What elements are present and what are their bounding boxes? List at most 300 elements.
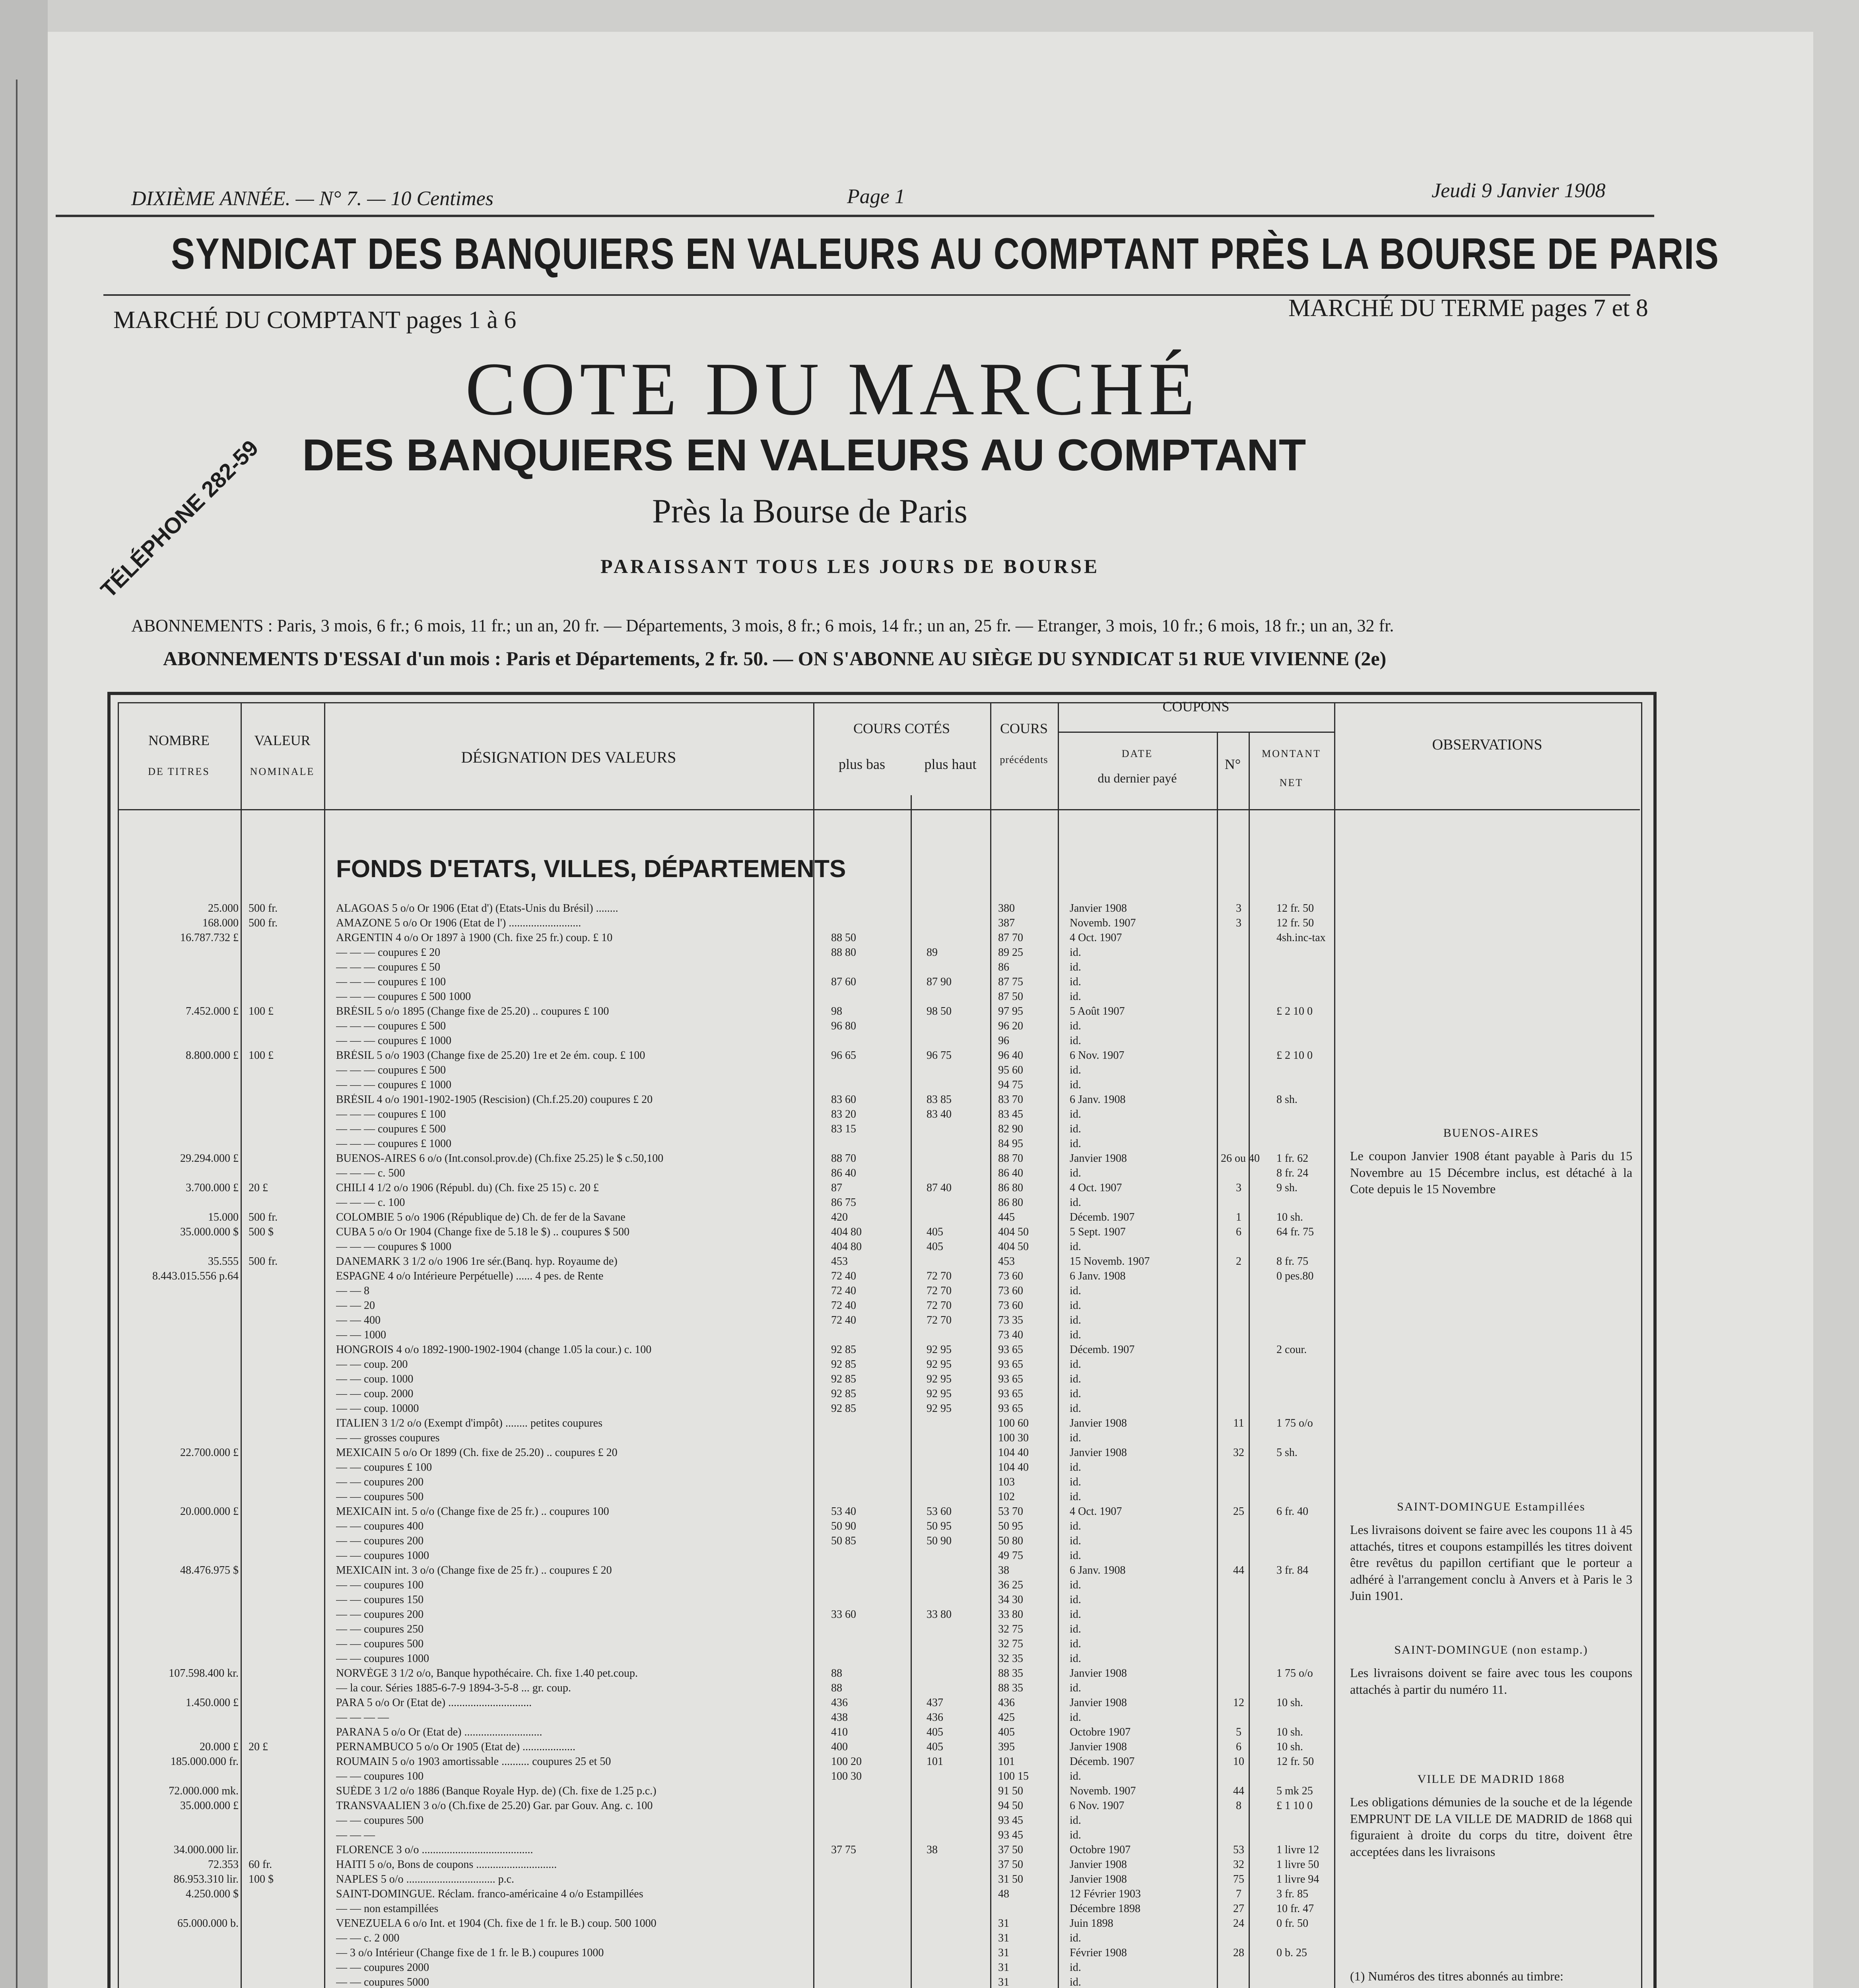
cell-date: Novemb. 1907 xyxy=(1070,1785,1136,1797)
cell-date: Janvier 1908 xyxy=(1070,1741,1127,1753)
cell-date: 6 Nov. 1907 xyxy=(1070,1050,1125,1062)
cell-no: 3 xyxy=(1236,902,1241,914)
cell-no: 32 xyxy=(1233,1858,1244,1871)
cell-nb: 16.787.732 £ xyxy=(180,932,239,944)
cell-bas: 72 40 xyxy=(831,1299,856,1312)
cell-ds: ESPAGNE 4 o/o Intérieure Perpétuelle) ...... 4 pes. de Rente xyxy=(336,1270,604,1282)
cell-prec: 101 xyxy=(998,1755,1015,1768)
cell-date: id. xyxy=(1070,1829,1081,1841)
cell-bas: 88 xyxy=(831,1682,842,1694)
cell-haut: 89 xyxy=(927,946,938,959)
table-header-rule xyxy=(118,809,1640,810)
cell-date: Janvier 1908 xyxy=(1070,903,1127,914)
cell-mt: 3 fr. 85 xyxy=(1276,1888,1309,1900)
cell-date: id. xyxy=(1070,1579,1081,1591)
cell-date: Octobre 1907 xyxy=(1070,1726,1131,1738)
cell-haut: 53 60 xyxy=(927,1505,952,1518)
cell-nb: 22.700.000 £ xyxy=(180,1446,239,1459)
cell-ds: — — — coupures £ 100 xyxy=(336,1109,446,1120)
cell-mt: 1 livre 94 xyxy=(1276,1873,1319,1885)
cell-ds: HAITI 5 o/o, Bons de coupons ............................. xyxy=(336,1859,557,1871)
cell-prec: 86 80 xyxy=(998,1196,1023,1209)
cell-bas: 72 40 xyxy=(831,1314,856,1326)
cell-ds: CUBA 5 o/o Or 1904 (Change fixe de 5.18 le $) .. coupures $ 500 xyxy=(336,1226,629,1238)
cell-date: id. xyxy=(1070,1462,1081,1474)
col-precedents: précédents xyxy=(1000,754,1048,765)
cell-no: 44 xyxy=(1233,1564,1244,1576)
cell-prec: 86 40 xyxy=(998,1167,1023,1179)
cell-prec: 48 xyxy=(998,1888,1009,1900)
cell-prec: 94 75 xyxy=(998,1079,1023,1091)
page-number: Page 1 xyxy=(847,185,905,208)
cell-ds: — — coupures £ 100 xyxy=(336,1462,432,1474)
cell-mt: 6 fr. 40 xyxy=(1276,1506,1309,1518)
cell-ds: — — coupures 500 xyxy=(336,1638,424,1650)
cell-vn: 500 $ xyxy=(249,1226,274,1238)
cell-nb: 3.700.000 £ xyxy=(186,1182,239,1194)
cell-prec: 387 xyxy=(998,917,1015,929)
cell-prec: 73 40 xyxy=(998,1329,1023,1341)
cell-no: 1 xyxy=(1236,1211,1241,1223)
cell-date: id. xyxy=(1070,1197,1081,1209)
cell-vn: 20 £ xyxy=(249,1741,268,1753)
cell-nb: 8.443.015.556 p.64 xyxy=(152,1270,239,1282)
cell-mt: 10 sh. xyxy=(1276,1726,1303,1738)
page-title: COTE DU MARCHÉ xyxy=(465,348,1200,431)
cell-date: Janvier 1908 xyxy=(1070,1153,1127,1165)
cell-nb: 29.294.000 £ xyxy=(180,1152,239,1165)
cell-ds: — — coupures 500 xyxy=(336,1815,424,1827)
cell-mt: 10 sh. xyxy=(1276,1697,1303,1709)
cell-bas: 438 xyxy=(831,1711,848,1724)
cell-haut: 436 xyxy=(927,1711,943,1724)
cell-bas: 83 60 xyxy=(831,1093,856,1106)
cell-ds: — — 1000 xyxy=(336,1329,386,1341)
cell-prec: 36 25 xyxy=(998,1579,1023,1591)
cell-date: Décemb. 1907 xyxy=(1070,1211,1135,1223)
cell-mt: 2 cour. xyxy=(1276,1344,1307,1356)
cell-ds: — — coupures 150 xyxy=(336,1594,424,1606)
cell-mt: 9 sh. xyxy=(1276,1182,1298,1194)
obs-madrid-title: VILLE DE MADRID 1868 xyxy=(1417,1773,1565,1786)
cell-ds: — 3 o/o Intérieur (Change fixe de 1 fr. le B.) coupures 1000 xyxy=(336,1947,604,1959)
cell-date: id. xyxy=(1070,1682,1081,1694)
cell-ds: ROUMAIN 5 o/o 1903 amortissable .......... coupures 25 et 50 xyxy=(336,1756,611,1768)
cell-ds: — — — coupures £ 500 xyxy=(336,1064,446,1076)
cell-date: Novemb. 1907 xyxy=(1070,917,1136,929)
cell-haut: 50 90 xyxy=(927,1535,952,1547)
cell-nb: 34.000.000 lir. xyxy=(173,1844,239,1856)
cell-date: id. xyxy=(1070,1638,1081,1650)
telephone-stamp: TÉLÉPHONE 282-59 xyxy=(95,435,263,603)
cell-no: 2 xyxy=(1236,1255,1241,1268)
cell-ds: VENEZUELA 6 o/o Int. et 1904 (Ch. fixe de 1 fr. le B.) coup. 500 1000 xyxy=(336,1918,657,1930)
cell-prec: 93 45 xyxy=(998,1814,1023,1827)
cell-date: Janvier 1908 xyxy=(1070,1859,1127,1871)
cell-prec: 86 xyxy=(998,961,1009,973)
obs-madrid-text: Les obligations démunies de la souche et de la légende EMPRUNT DE LA VILLE DE MADRID de 1868 qui figuraient à droite du corps du titre, doivent être acceptées dans les livraisons xyxy=(1350,1795,1632,1859)
cell-ds: — — — coupures £ 1000 xyxy=(336,1035,452,1047)
cell-mt: 1 75 o/o xyxy=(1276,1668,1313,1679)
cell-prec: 31 50 xyxy=(998,1873,1023,1885)
col-numero: N° xyxy=(1224,756,1241,772)
cell-bas: 83 15 xyxy=(831,1123,856,1135)
cell-no: 53 xyxy=(1233,1844,1244,1856)
cell-ds: MEXICAIN int. 3 o/o (Change fixe de 25 fr.) .. coupures £ 20 xyxy=(336,1565,612,1576)
cell-date: 6 Janv. 1908 xyxy=(1070,1270,1126,1282)
col-date: DATE xyxy=(1121,748,1153,759)
cell-nb: 4.250.000 $ xyxy=(186,1888,239,1900)
cell-bas: 37 75 xyxy=(831,1844,856,1856)
cell-ds: — — coupures 500 xyxy=(336,1491,424,1503)
cell-no: 27 xyxy=(1233,1903,1244,1915)
cell-haut: 72 70 xyxy=(927,1299,952,1312)
cell-bas: 404 80 xyxy=(831,1226,862,1238)
cell-no: 32 xyxy=(1233,1446,1244,1459)
col-nombre: NOMBRE xyxy=(148,732,210,748)
cell-mt: 5 sh. xyxy=(1276,1447,1298,1459)
cell-prec: 89 25 xyxy=(998,946,1023,959)
cell-date: id. xyxy=(1070,1123,1081,1135)
cell-no: 7 xyxy=(1236,1888,1241,1900)
cell-no: 44 xyxy=(1233,1785,1244,1797)
cell-haut: 72 70 xyxy=(927,1285,952,1297)
cell-bas: 88 50 xyxy=(831,932,856,944)
cell-ds: — — non estampillées xyxy=(336,1903,439,1915)
cell-ds: — — — coupures £ 500 1000 xyxy=(336,991,471,1003)
cell-vn: 100 $ xyxy=(249,1873,274,1885)
cell-haut: 96 75 xyxy=(927,1049,952,1062)
cell-bas: 92 85 xyxy=(831,1402,856,1415)
cell-ds: — — 400 xyxy=(336,1314,381,1326)
cell-haut: 92 95 xyxy=(927,1373,952,1385)
cell-mt: 1 livre 50 xyxy=(1276,1859,1319,1871)
cell-date: 5 Août 1907 xyxy=(1070,1006,1125,1017)
cell-date: id. xyxy=(1070,1594,1081,1606)
cell-vn: 500 fr. xyxy=(249,917,278,929)
cell-prec: 73 60 xyxy=(998,1285,1023,1297)
cell-vn: 100 £ xyxy=(249,1049,274,1062)
cell-bas: 92 85 xyxy=(831,1343,856,1356)
cell-no: 11 xyxy=(1233,1417,1244,1429)
cell-haut: 92 95 xyxy=(927,1358,952,1371)
cell-prec: 93 65 xyxy=(998,1373,1023,1385)
cell-date: id. xyxy=(1070,1932,1081,1944)
cell-prec: 38 xyxy=(998,1564,1009,1576)
cell-date: id. xyxy=(1070,1712,1081,1724)
col-divider xyxy=(324,702,325,1988)
cell-bas: 88 xyxy=(831,1667,842,1679)
col-cours: COURS xyxy=(1000,720,1048,736)
cell-prec: 100 15 xyxy=(998,1770,1029,1782)
cell-date: id. xyxy=(1070,1623,1081,1635)
abonnements-line: ABONNEMENTS : Paris, 3 mois, 6 fr.; 6 mois, 11 fr.; un an, 20 fr. — Départements, 3 mois, 8 fr.; 6 mois, 14 fr.; un an, 25 fr. — Etranger, 3 mois, 10 fr.; 6 mois, 18 fr.; un an, 32 fr. xyxy=(131,616,1394,635)
cell-mt: 4sh.inc-tax xyxy=(1276,932,1326,944)
cell-prec: 88 35 xyxy=(998,1667,1023,1679)
cell-ds: — — — xyxy=(336,1829,375,1841)
cell-ds: DANEMARK 3 1/2 o/o 1906 1re sér.(Banq. hyp. Royaume de) xyxy=(336,1256,618,1268)
cell-mt: 8 fr. 75 xyxy=(1276,1256,1309,1268)
cell-bas: 33 60 xyxy=(831,1608,856,1621)
cell-ds: CHILI 4 1/2 o/o 1906 (Républ. du) (Ch. fixe 25 15) c. 20 £ xyxy=(336,1182,599,1194)
cell-no: 6 xyxy=(1236,1226,1241,1238)
cell-prec: 425 xyxy=(998,1711,1015,1724)
cell-prec: 31 xyxy=(998,1917,1009,1930)
cell-haut: 72 70 xyxy=(927,1270,952,1282)
cell-bas: 436 xyxy=(831,1697,848,1709)
cell-no: 12 xyxy=(1233,1697,1244,1709)
cell-bas: 72 40 xyxy=(831,1285,856,1297)
cell-bas: 400 xyxy=(831,1741,848,1753)
cell-date: id. xyxy=(1070,1285,1081,1297)
cell-ds: — — — — xyxy=(336,1712,389,1724)
cell-prec: 49 75 xyxy=(998,1549,1023,1562)
cell-ds: — — coup. 10000 xyxy=(336,1403,419,1415)
col-divider xyxy=(1217,732,1218,1988)
cell-nb: 168.000 xyxy=(202,917,239,929)
cell-date: 4 Oct. 1907 xyxy=(1070,1182,1122,1194)
cell-mt: 0 fr. 50 xyxy=(1276,1918,1309,1930)
cell-ds: FLORENCE 3 o/o ........................................ xyxy=(336,1844,533,1856)
obs-buenos-title: BUENOS-AIRES xyxy=(1443,1126,1539,1140)
coupons-header-rule xyxy=(1058,732,1334,733)
cell-mt: 12 fr. 50 xyxy=(1276,903,1314,914)
cell-ds: — — coupures 2000 xyxy=(336,1962,429,1974)
col-valeur: VALEUR xyxy=(254,732,311,748)
cell-nb: 72.000.000 mk. xyxy=(169,1785,239,1797)
cell-haut: 83 85 xyxy=(927,1093,952,1106)
cell-ds: — — 20 xyxy=(336,1300,375,1312)
cell-bas: 92 85 xyxy=(831,1358,856,1371)
cell-bas: 50 85 xyxy=(831,1535,856,1547)
cell-ds: MEXICAIN 5 o/o Or 1899 (Ch. fixe de 25.20) .. coupures £ 20 xyxy=(336,1447,618,1459)
cell-ds: PERNAMBUCO 5 o/o Or 1905 (Etat de) ................... xyxy=(336,1741,575,1753)
cell-date: id. xyxy=(1070,1329,1081,1341)
cell-date: id. xyxy=(1070,976,1081,988)
cell-bas: 88 80 xyxy=(831,946,856,959)
cell-mt: 10 sh. xyxy=(1276,1741,1303,1753)
cell-date: id. xyxy=(1070,1550,1081,1562)
syndicat-banner: SYNDICAT DES BANQUIERS EN VALEURS AU COMPTANT PRÈS LA BOURSE DE PARIS xyxy=(171,229,1719,278)
cell-mt: 10 sh. xyxy=(1276,1211,1303,1223)
cell-ds: — — coupures 200 xyxy=(336,1609,424,1621)
cell-nb: 185.000.000 fr. xyxy=(170,1755,239,1768)
col-designation: DÉSIGNATION DES VALEURS xyxy=(461,748,676,766)
cell-mt: 8 sh. xyxy=(1276,1094,1298,1106)
cell-date: Juin 1898 xyxy=(1070,1918,1113,1930)
cell-haut: 38 xyxy=(927,1844,938,1856)
paraissant-line: PARAISSANT TOUS LES JOURS DE BOURSE xyxy=(600,555,1100,577)
cell-bas: 50 90 xyxy=(831,1520,856,1532)
cell-prec: 97 95 xyxy=(998,1005,1023,1017)
cell-date: 4 Oct. 1907 xyxy=(1070,932,1122,944)
cell-bas: 453 xyxy=(831,1255,848,1268)
cell-no: 26 ou 40 xyxy=(1221,1152,1260,1165)
cell-prec: 93 65 xyxy=(998,1343,1023,1356)
cell-date: id. xyxy=(1070,1653,1081,1665)
cell-no: 24 xyxy=(1233,1917,1244,1930)
cell-nb: 8.800.000 £ xyxy=(186,1049,239,1062)
cell-no: 6 xyxy=(1236,1741,1241,1753)
cell-ds: HONGROIS 4 o/o 1892-1900-1902-1904 (change 1.05 la cour.) c. 100 xyxy=(336,1344,652,1356)
cell-bas: 404 80 xyxy=(831,1241,862,1253)
cell-ds: SAINT-DOMINGUE. Réclam. franco-américaine 4 o/o Estampillées xyxy=(336,1888,643,1900)
cell-haut: 87 40 xyxy=(927,1182,952,1194)
cell-prec: 88 70 xyxy=(998,1152,1023,1165)
cell-no: 10 xyxy=(1233,1755,1244,1768)
cell-prec: 96 20 xyxy=(998,1020,1023,1032)
cell-ds: — — c. 2 000 xyxy=(336,1932,400,1944)
cell-date: Octobre 1907 xyxy=(1070,1844,1131,1856)
col-montant: MONTANT xyxy=(1262,748,1321,759)
cell-ds: — — grosses coupures xyxy=(336,1432,440,1444)
cell-prec: 37 50 xyxy=(998,1858,1023,1871)
cell-prec: 32 75 xyxy=(998,1638,1023,1650)
cell-date: id. xyxy=(1070,1359,1081,1371)
cell-ds: — — coupures 1000 xyxy=(336,1653,429,1665)
cell-prec: 83 70 xyxy=(998,1093,1023,1106)
abonnement-essai-line: ABONNEMENTS D'ESSAI d'un mois : Paris et Départements, 2 fr. 50. — ON S'ABONNE AU SIÈGE DU SYNDICAT 51 RUE VIVIENNE (2e) xyxy=(163,647,1387,670)
cell-date: id. xyxy=(1070,1771,1081,1782)
cell-prec: 87 75 xyxy=(998,976,1023,988)
cell-date: 12 Février 1903 xyxy=(1070,1888,1141,1900)
cell-date: Janvier 1908 xyxy=(1070,1873,1127,1885)
cell-nb: 20.000 £ xyxy=(200,1741,239,1753)
page-subtitle: DES BANQUIERS EN VALEURS AU COMPTANT xyxy=(302,430,1306,480)
cell-prec: 32 35 xyxy=(998,1652,1023,1665)
cell-nb: 65.000.000 b. xyxy=(177,1917,239,1930)
marche-terme-label: MARCHÉ DU TERME pages 7 et 8 xyxy=(1288,295,1648,322)
col-nominale: NOMINALE xyxy=(250,766,315,777)
cell-vn: 60 fr. xyxy=(249,1858,272,1871)
cell-haut: 405 xyxy=(927,1741,943,1753)
cell-prec: 37 50 xyxy=(998,1844,1023,1856)
cell-no: 3 xyxy=(1236,1182,1241,1194)
cell-prec: 104 40 xyxy=(998,1446,1029,1459)
col-observations: OBSERVATIONS xyxy=(1432,736,1542,753)
cell-prec: 87 50 xyxy=(998,990,1023,1003)
cell-date: id. xyxy=(1070,1064,1081,1076)
cell-mt: £ 2 10 0 xyxy=(1276,1006,1313,1017)
col-dernier-paye: du dernier payé xyxy=(1098,771,1177,785)
cell-ds: — — coupures 400 xyxy=(336,1520,424,1532)
cell-date: Février 1908 xyxy=(1070,1947,1127,1959)
cell-date: Janvier 1908 xyxy=(1070,1417,1127,1429)
cell-prec: 100 30 xyxy=(998,1432,1029,1444)
cell-ds: — — 8 xyxy=(336,1285,369,1297)
cell-prec: 93 45 xyxy=(998,1829,1023,1841)
cell-ds: — — coupures 200 xyxy=(336,1476,424,1488)
col-plus-bas: plus bas xyxy=(839,756,885,772)
cell-haut: 437 xyxy=(927,1697,943,1709)
cell-bas: 87 xyxy=(831,1182,842,1194)
cell-ds: COLOMBIE 5 o/o 1906 (République de) Ch. de fer de la Savane xyxy=(336,1211,625,1223)
pres-bourse: Près la Bourse de Paris xyxy=(652,492,967,530)
cell-date: id. xyxy=(1070,1815,1081,1827)
cell-ds: BRÉSIL 4 o/o 1901-1902-1905 (Rescision) (Ch.f.25.20) coupures £ 20 xyxy=(336,1094,653,1106)
header-rule xyxy=(56,215,1654,217)
cell-vn: 20 £ xyxy=(249,1182,268,1194)
obs-stdomingue2-title: SAINT-DOMINGUE (non estamp.) xyxy=(1394,1643,1588,1656)
cell-nb: 107.598.400 kr. xyxy=(169,1667,239,1679)
cell-nb: 86.953.310 lir. xyxy=(173,1873,239,1885)
cell-ds: BUENOS-AIRES 6 o/o (Int.consol.prov.de) (Ch.fixe 25.25) le $ c.50,100 xyxy=(336,1153,664,1165)
cell-prec: 83 45 xyxy=(998,1108,1023,1120)
cell-bas: 86 40 xyxy=(831,1167,856,1179)
cell-ds: — la cour. Séries 1885-6-7-9 1894-3-5-8 ... gr. coup. xyxy=(336,1682,571,1694)
cell-ds: — — — coupures £ 1000 xyxy=(336,1138,452,1150)
cell-haut: 50 95 xyxy=(927,1520,952,1532)
cell-vn: 500 fr. xyxy=(249,1211,278,1223)
cell-ds: TRANSVAALIEN 3 o/o (Ch.fixe de 25.20) Gar. par Gouv. Ang. c. 100 xyxy=(336,1800,653,1812)
cell-vn: 500 fr. xyxy=(249,1255,278,1268)
cell-nb: 35.000.000 £ xyxy=(180,1800,239,1812)
cell-ds: NORVÈGE 3 1/2 o/o, Banque hypothécaire. Ch. fixe 1.40 pet.coup. xyxy=(336,1668,638,1679)
obs-stdomingue1-text: Les livraisons doivent se faire avec les coupons 11 à 45 attachés, titres et coupons estampillés les titres doivent être revêtus du papillon certifiant que le porteur a adhéré à l'arrangement conclu à Anvers et à Paris le 3 Juin 1901. xyxy=(1350,1522,1632,1603)
cell-prec: 53 70 xyxy=(998,1505,1023,1518)
cell-no: 8 xyxy=(1236,1800,1241,1812)
cell-date: id. xyxy=(1070,947,1081,959)
cell-date: id. xyxy=(1070,961,1081,973)
cell-bas: 98 xyxy=(831,1005,842,1017)
cell-ds: PARA 5 o/o Or (Etat de) .............................. xyxy=(336,1697,532,1709)
cell-date: id. xyxy=(1070,1520,1081,1532)
cell-prec: 33 80 xyxy=(998,1608,1023,1621)
cell-prec: 31 xyxy=(998,1976,1009,1988)
cell-no: 3 xyxy=(1236,917,1241,929)
obs-numeros-title: (1) Numéros des titres abonnés au timbre: xyxy=(1350,1969,1564,1983)
cell-haut: 405 xyxy=(927,1241,943,1253)
cell-prec: 380 xyxy=(998,902,1015,914)
cell-ds: NAPLES 5 o/o ................................ p.c. xyxy=(336,1873,514,1885)
cell-ds: — — coupures 100 xyxy=(336,1771,424,1782)
cell-prec: 445 xyxy=(998,1211,1015,1223)
cell-mt: 0 b. 25 xyxy=(1276,1947,1307,1959)
cell-nb: 20.000.000 £ xyxy=(180,1505,239,1518)
cell-prec: 73 60 xyxy=(998,1270,1023,1282)
cell-prec: 31 xyxy=(998,1932,1009,1944)
cell-date: id. xyxy=(1070,1432,1081,1444)
cell-date: 6 Nov. 1907 xyxy=(1070,1800,1125,1812)
col-divider xyxy=(813,702,814,1988)
cell-date: id. xyxy=(1070,1109,1081,1120)
cell-date: 15 Novemb. 1907 xyxy=(1070,1256,1150,1268)
cell-nb: 48.476.975 $ xyxy=(180,1564,239,1576)
cell-ds: — — — coupures £ 500 xyxy=(336,1020,446,1032)
cell-prec: 93 65 xyxy=(998,1358,1023,1371)
col-coupons: COUPONS xyxy=(1162,699,1230,714)
cell-mt: 1 livre 12 xyxy=(1276,1844,1319,1856)
cell-ds: — — — coupures £ 50 xyxy=(336,961,441,973)
cell-prec: 96 xyxy=(998,1035,1009,1047)
cell-date: id. xyxy=(1070,1138,1081,1150)
cell-mt: 3 fr. 84 xyxy=(1276,1565,1309,1576)
cell-haut: 92 95 xyxy=(927,1388,952,1400)
cell-prec: 73 35 xyxy=(998,1314,1023,1326)
cell-nb: 35.000.000 $ xyxy=(180,1226,239,1238)
cell-mt: £ 1 10 0 xyxy=(1276,1800,1313,1812)
cell-date: id. xyxy=(1070,1035,1081,1047)
cell-mt: 1 fr. 62 xyxy=(1276,1153,1309,1165)
col-divider xyxy=(241,702,242,1988)
cell-prec: 96 40 xyxy=(998,1049,1023,1062)
cell-ds: BRÉSIL 5 o/o 1903 (Change fixe de 25.20) 1re et 2e ém. coup. £ 100 xyxy=(336,1050,645,1062)
cell-prec: 50 95 xyxy=(998,1520,1023,1532)
cell-no: 5 xyxy=(1236,1726,1241,1738)
cell-date: Décemb. 1907 xyxy=(1070,1756,1135,1768)
cell-bas: 100 30 xyxy=(831,1770,862,1782)
cell-bas: 420 xyxy=(831,1211,848,1223)
